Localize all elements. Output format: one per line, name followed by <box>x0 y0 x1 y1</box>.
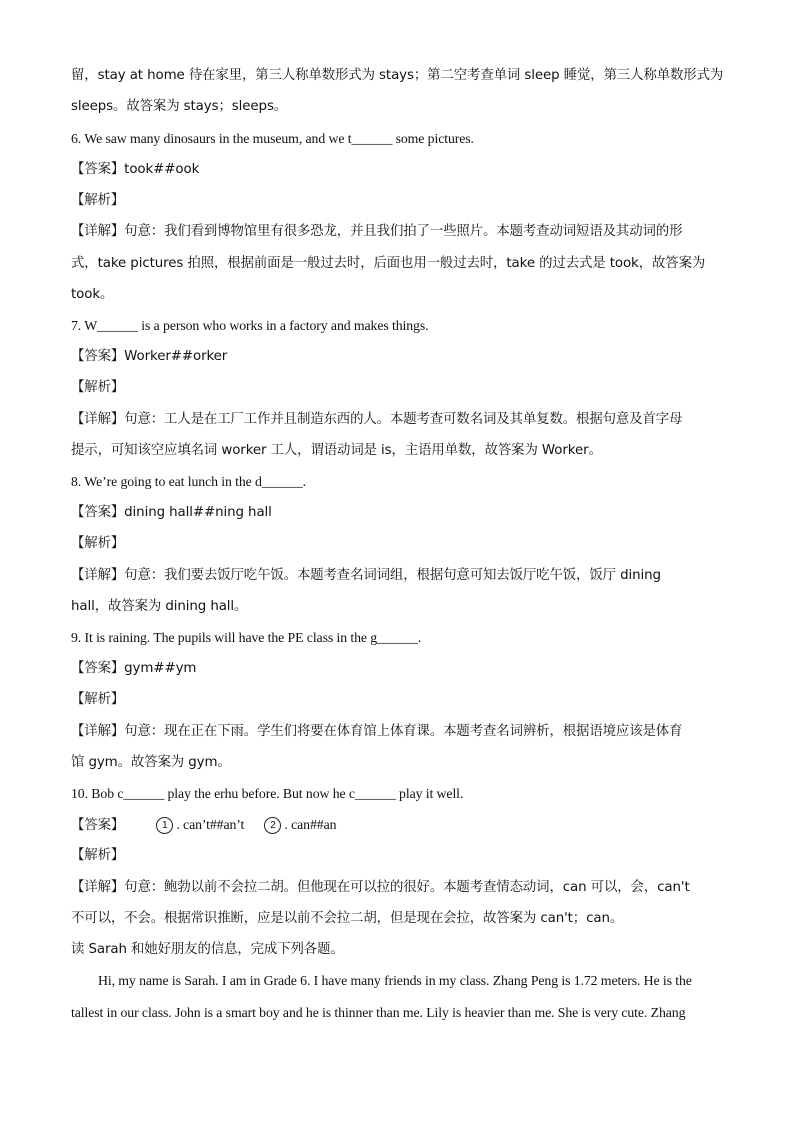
answer-item: . can##an <box>284 817 337 832</box>
explanation-text: hall，故答案为 dining hall。 <box>71 599 248 614</box>
passage-text: tallest in our class. John is a smart boy and he is thinner than me. Lily is heavier than me. She is very cute. Zhang <box>71 1005 686 1020</box>
analysis-label: 【解析】 <box>71 536 125 551</box>
circled-number: 1 <box>156 817 173 834</box>
text-line: sleeps。故答案为 stays；sleeps。 <box>71 99 288 114</box>
analysis-label: 【解析】 <box>71 692 125 707</box>
answer-item: . can’t##an’t <box>176 817 245 832</box>
explanation-text: took。 <box>71 287 114 302</box>
circled-number: 2 <box>264 817 281 834</box>
question-7: 7. W______ is a person who works in a factory and makes things. <box>71 318 429 333</box>
question-10: 10. Bob c______ play the erhu before. But now he c______ play it well. <box>71 786 464 801</box>
answer-label: 【答案】Worker##orker <box>71 349 228 364</box>
analysis-label: 【解析】 <box>71 193 125 208</box>
explanation-text: 不可以，不会。根据常识推断，应是以前不会拉二胡，但是现在会拉，故答案为 can't；can。 <box>71 911 624 926</box>
explanation-text: 【详解】句意：鲍勃以前不会拉二胡。但他现在可以拉的很好。本题考查情态动词，can 可以，会，can't <box>71 880 690 895</box>
question-6: 6. We saw many dinosaurs in the museum, and we t______ some pictures. <box>71 131 474 146</box>
passage-text: Hi, my name is Sarah. I am in Grade 6. I have many friends in my class. Zhang Peng is 1.72 meters. He is the <box>98 973 692 988</box>
answer-label: 【答案】dining hall##ning hall <box>71 505 272 520</box>
question-9: 9. It is raining. The pupils will have the PE class in the g______. <box>71 630 422 645</box>
text-line: 留，stay at home 待在家里，第三人称单数形式为 stays；第二空考查单词 sleep 睡觉，第三人称单数形式为 <box>71 68 724 83</box>
answer-label: 【答案】took##ook <box>71 162 200 177</box>
explanation-text: 式，take pictures 拍照，根据前面是一般过去时，后面也用一般过去时，take 的过去式是 took，故答案为 <box>71 256 706 271</box>
answer-label: 【答案】gym##ym <box>71 661 197 676</box>
explanation-text: 【详解】句意：我们看到博物馆里有很多恐龙，并且我们拍了一些照片。本题考查动词短语及其动词的形 <box>71 224 683 239</box>
explanation-text: 提示，可知该空应填名词 worker 工人，谓语动词是 is，主语用单数，故答案为 Worker。 <box>71 443 602 458</box>
answer-row <box>71 815 723 836</box>
section-instruction: 读 Sarah 和她好朋友的信息，完成下列各题。 <box>71 942 344 957</box>
explanation-text: 【详解】句意：工人是在工厂工作并且制造东西的人。本题考查可数名词及其单复数。根据句意及首字母 <box>71 412 683 427</box>
question-8: 8. We’re going to eat lunch in the d______. <box>71 474 306 489</box>
answer-label: 【答案】 <box>71 818 125 833</box>
explanation-text: 【详解】句意：我们要去饭厅吃午饭。本题考查名词词组，根据句意可知去饭厅吃午饭，饭厅 dining <box>71 568 661 583</box>
analysis-label: 【解析】 <box>71 380 125 395</box>
explanation-text: 馆 gym。故答案为 gym。 <box>71 755 231 770</box>
analysis-label: 【解析】 <box>71 848 125 863</box>
explanation-text: 【详解】句意：现在正在下雨。学生们将要在体育馆上体育课。本题考查名词辨析，根据语境应该是体育 <box>71 724 683 739</box>
